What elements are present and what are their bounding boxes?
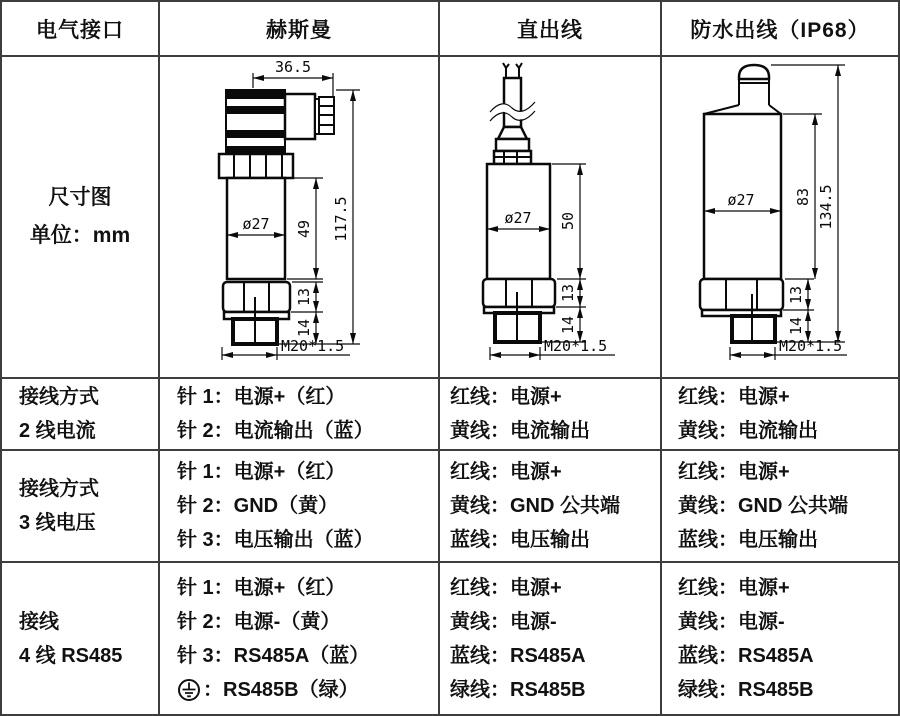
dim-body-height: 49 — [295, 219, 313, 239]
wire-assignment: 蓝线：RS485A — [678, 644, 814, 667]
pin-assignment-earth — [177, 673, 438, 707]
wire-assignment: 黄线：GND 公共端 — [678, 495, 848, 517]
row-label-line: 4 线 RS485 — [19, 644, 123, 667]
dim-diameter: ø27 — [727, 191, 755, 209]
dim-thread-spec: M20*1.5 — [544, 337, 608, 355]
pin-assignment: 针 1：电源+（红） — [177, 576, 346, 599]
header-electrical-interface — [2, 2, 158, 55]
drawing-direct-cable-cell — [440, 57, 660, 377]
row-label-line: 接线方式 — [19, 478, 99, 500]
direct-cable-drawing — [440, 57, 660, 377]
wire-assignment: 红线：电源+ — [678, 576, 790, 599]
wire-assignment: 蓝线：RS485A — [450, 644, 586, 667]
dim-thread-length: 14 — [787, 316, 805, 336]
header-direct-cable — [440, 2, 660, 55]
dim-total-height: 117.5 — [332, 196, 350, 242]
pin-assignment: 针 3：电压输出（蓝） — [177, 529, 374, 551]
earth-ground-icon — [177, 678, 201, 702]
row-2wire-direct — [440, 379, 660, 449]
wire-assignment: 黄线：电源- — [450, 610, 557, 633]
dim-body-height: 50 — [559, 211, 577, 231]
wire-assignment: 红线：电源+ — [450, 461, 562, 483]
earth-pin-text: ：RS485B（绿） — [203, 678, 359, 701]
dim-thread-spec: M20*1.5 — [779, 337, 843, 355]
dim-hex-height: 13 — [295, 287, 313, 307]
row-3wire-direct — [440, 451, 660, 561]
pin-assignment: 针 2：电流输出（蓝） — [177, 420, 374, 442]
header-electrical-interface-label: 电气接口 — [36, 18, 124, 42]
row-4wire-hirschmann — [160, 563, 438, 714]
row-3wire-label — [2, 451, 158, 561]
row-3wire-waterproof — [662, 451, 898, 561]
dim-hex-height: 13 — [559, 283, 577, 303]
pin-assignment: 针 3：RS485A（蓝） — [177, 644, 370, 667]
dimension-label-line1: 尺寸图 — [48, 186, 112, 209]
row-label-line: 2 线电流 — [19, 420, 96, 442]
row-4wire-waterproof — [662, 563, 898, 714]
wire-assignment: 绿线：RS485B — [450, 678, 586, 701]
dim-hex-height: 13 — [787, 285, 805, 305]
header-waterproof — [662, 2, 898, 55]
wire-assignment: 黄线：GND 公共端 — [450, 495, 620, 517]
header-hirschmann — [160, 2, 438, 55]
row-label-line: 3 线电压 — [19, 512, 96, 534]
wire-assignment: 黄线：电源- — [678, 610, 785, 633]
dim-diameter: ø27 — [242, 215, 270, 233]
wire-assignment: 蓝线：电压输出 — [450, 529, 590, 551]
drawing-waterproof-cell — [662, 57, 898, 377]
wire-assignment: 黄线：电流输出 — [450, 420, 590, 442]
row-2wire-waterproof — [662, 379, 898, 449]
waterproof-drawing — [662, 57, 898, 377]
wire-assignment: 红线：电源+ — [450, 576, 562, 599]
dim-thread-spec: M20*1.5 — [281, 337, 345, 355]
dimension-label-line2: 单位：mm — [29, 224, 131, 247]
row-2wire-hirschmann — [160, 379, 438, 449]
header-waterproof-label: 防水出线（IP68） — [690, 18, 870, 42]
wire-assignment: 红线：电源+ — [678, 461, 790, 483]
row-2wire-label — [2, 379, 158, 449]
wire-assignment: 黄线：电流输出 — [678, 420, 818, 442]
pin-assignment: 针 1：电源+（红） — [177, 386, 346, 408]
row-label-line: 接线 — [19, 610, 59, 633]
row-3wire-hirschmann — [160, 451, 438, 561]
dim-total-height: 134.5 — [817, 184, 835, 230]
pin-assignment: 针 1：电源+（红） — [177, 461, 346, 483]
hirschmann-drawing — [160, 57, 438, 377]
dim-diameter: ø27 — [504, 209, 532, 227]
dim-thread-length: 14 — [295, 318, 313, 338]
header-direct-cable-label: 直出线 — [517, 18, 583, 42]
dim-body-height: 83 — [794, 187, 812, 207]
dim-thread-length: 14 — [559, 315, 577, 335]
header-hirschmann-label: 赫斯曼 — [266, 18, 332, 42]
row-4wire-label — [2, 563, 158, 714]
dimension-row-label — [2, 57, 158, 377]
drawing-hirschmann-cell — [160, 57, 438, 377]
row-label-line: 接线方式 — [19, 386, 99, 408]
wire-assignment: 红线：电源+ — [678, 386, 790, 408]
wire-assignment: 红线：电源+ — [450, 386, 562, 408]
pin-assignment: 针 2：GND（黄） — [177, 495, 339, 517]
row-4wire-direct — [440, 563, 660, 714]
dim-top-width: 36.5 — [274, 58, 312, 76]
wire-assignment: 蓝线：电压输出 — [678, 529, 818, 551]
wire-assignment: 绿线：RS485B — [678, 678, 814, 701]
pin-assignment: 针 2：电源-（黄） — [177, 610, 341, 633]
